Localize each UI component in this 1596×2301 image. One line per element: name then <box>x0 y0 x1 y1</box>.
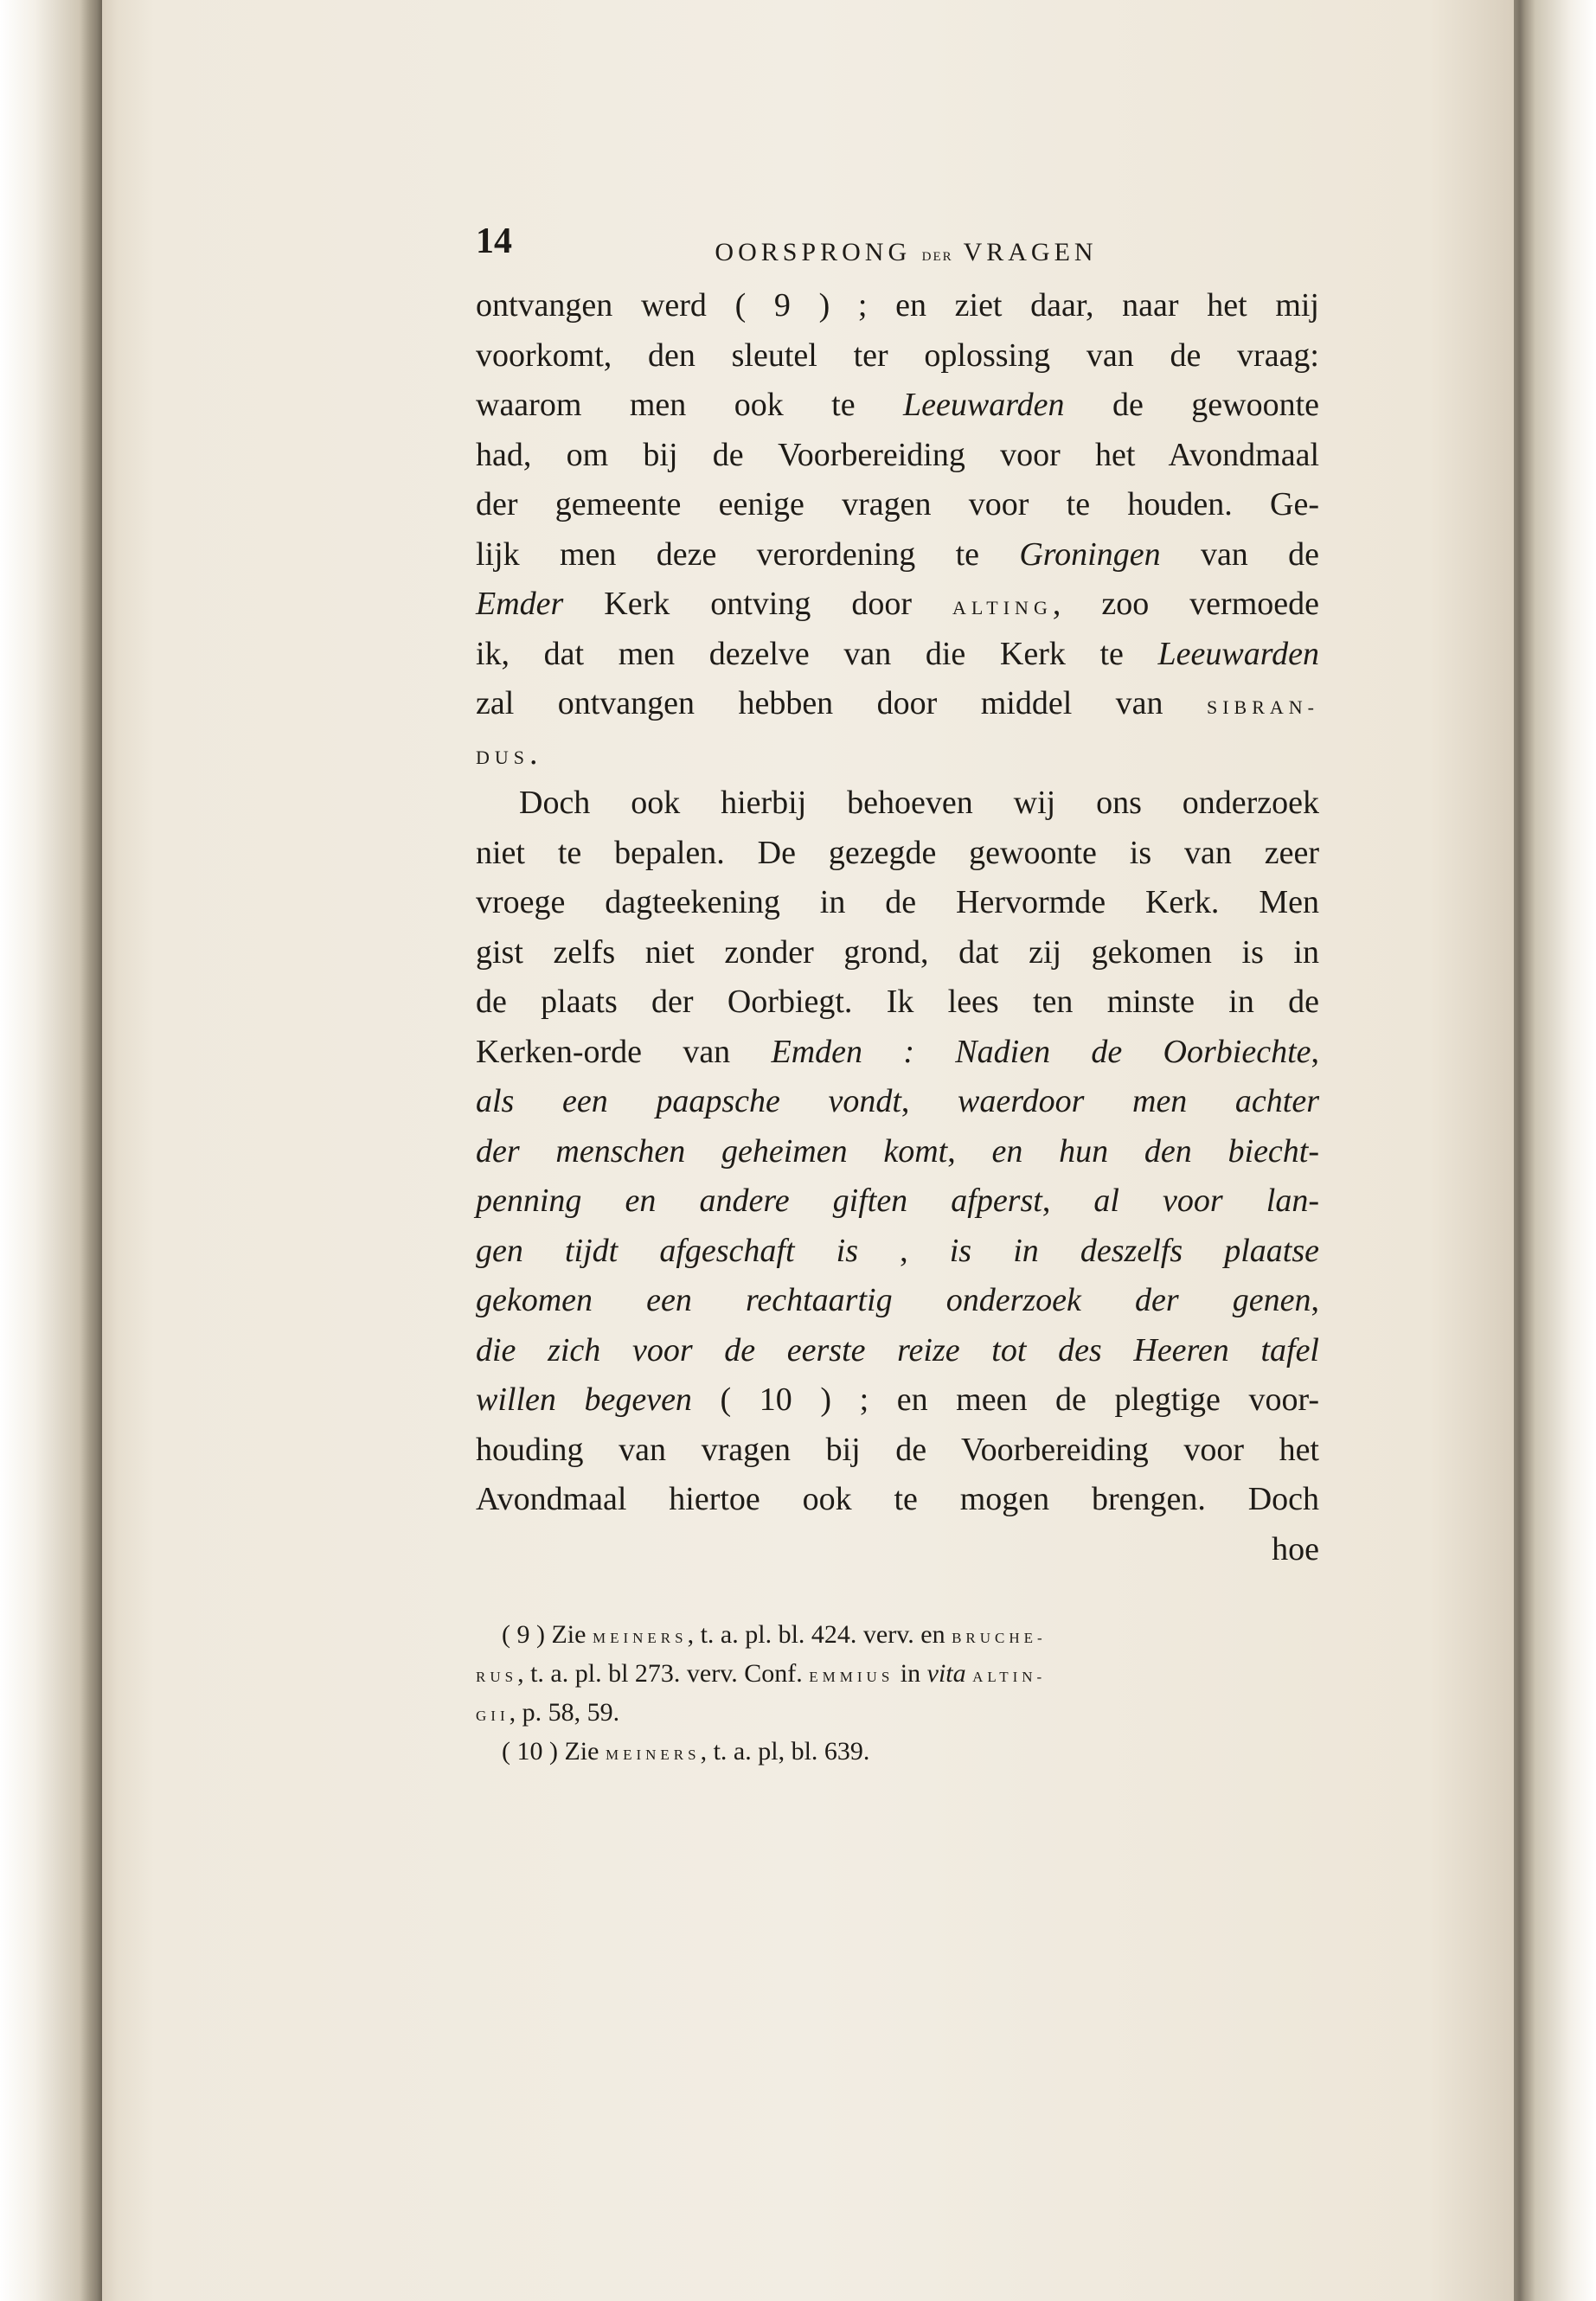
text-line <box>476 977 1319 1028</box>
italic-text: als een paapsche vondt <box>476 1083 901 1119</box>
italic-text: en hun den biecht- <box>991 1132 1320 1170</box>
small-caps-name: RUS <box>476 1669 518 1685</box>
text-run: ( 10 ) ; en meen de plegtige voor- <box>691 1381 1319 1418</box>
small-caps-name: SIBRAN- <box>1206 696 1319 718</box>
text-run: van de <box>1160 535 1319 573</box>
running-title-vragen: VRAGEN <box>963 238 1098 266</box>
footnote-line <box>476 1615 1319 1654</box>
text-run: gist zelfs niet zonder grond, dat zij gekomen is in <box>476 933 1319 971</box>
text-line <box>476 1127 1319 1177</box>
text-line <box>476 679 1319 729</box>
text-run: waarom men ook te <box>476 387 904 423</box>
small-caps-name: MEINERS <box>592 1630 688 1646</box>
text-run: , zoo vermoede <box>1052 586 1319 622</box>
small-caps-name: GII <box>476 1708 510 1724</box>
text-line <box>476 480 1319 530</box>
text-line <box>476 1525 1319 1575</box>
text-line <box>476 1326 1319 1376</box>
text-line <box>476 878 1319 928</box>
text-line <box>476 331 1319 381</box>
italic-text: die zich voor de eerste reize tot des Heeren tafel <box>476 1331 1319 1368</box>
italic-text: gen tijdt afgeschaft is <box>476 1232 858 1269</box>
italic-text: Emder <box>476 586 564 622</box>
small-caps-name: DUS <box>476 746 530 768</box>
small-caps-name: ALTING <box>952 597 1053 619</box>
italic-text: Leeuwarden <box>1157 635 1319 672</box>
text-run: niet te bepalen. De gezegde gewoonte is van zeer <box>476 834 1319 871</box>
text-run: de plaats der Oorbiegt. Ik lees ten minste in de <box>476 984 1319 1020</box>
text-run: hoe <box>1272 1530 1319 1567</box>
text-run <box>966 1659 973 1688</box>
text-line <box>476 381 1319 431</box>
text-run: . <box>529 734 538 772</box>
text-run: , p. 58, 59. <box>509 1698 620 1727</box>
text-line <box>476 431 1319 481</box>
text-line <box>476 779 1319 829</box>
italic-text: is in deszelfs plaatse <box>949 1232 1319 1269</box>
text-run: Doch ook hierbij behoeven wij ons onderzoek <box>519 785 1319 821</box>
text-run: ik, dat men dezelve van die Kerk te <box>476 635 1158 672</box>
text-run: de gewoonte <box>1064 387 1319 423</box>
text-run: der gemeente eenige vragen voor te houden. Ge- <box>476 486 1319 522</box>
text-run: lijk men deze verordening te <box>476 535 1020 573</box>
text-run: , t. a. pl, bl. 639. <box>700 1737 870 1766</box>
text-run: , <box>947 1132 992 1170</box>
footnote-line <box>476 1693 1319 1732</box>
page-content <box>476 221 1319 1771</box>
text-run: ontvangen werd ( 9 ) ; en ziet daar, naar het mij <box>476 287 1319 324</box>
text-run: voorkomt, den sleutel ter oplossing van de vraag: <box>476 336 1319 374</box>
scan-right-margin <box>1514 0 1596 2301</box>
italic-text: Emden : Nadien de Oorbiechte <box>771 1033 1311 1070</box>
italic-text: waerdoor men achter <box>958 1083 1319 1119</box>
text-run: Avondmaal hiertoe ook te mogen brengen. Doch <box>476 1481 1319 1517</box>
text-line <box>476 1176 1319 1227</box>
text-run: Kerk ontving door <box>563 586 952 622</box>
small-caps-name: ALTIN- <box>972 1669 1047 1685</box>
text-line <box>476 928 1319 978</box>
text-run: ( 9 ) Zie <box>502 1620 593 1649</box>
scan-left-margin <box>0 0 102 2301</box>
text-line <box>476 530 1319 580</box>
text-line <box>476 580 1319 630</box>
italic-text: penning en andere giften afperst <box>476 1183 1042 1219</box>
text-line <box>476 729 1319 779</box>
body-text <box>476 281 1319 1574</box>
running-title-oorsprong: OORSPRONG <box>715 238 912 266</box>
text-run: , t. a. pl. bl. 424. verv. en <box>687 1620 952 1649</box>
text-run: , <box>1311 1282 1319 1318</box>
text-line <box>476 829 1319 879</box>
footnote-line <box>476 1732 1319 1771</box>
text-run: ( 10 ) Zie <box>502 1737 606 1766</box>
italic-text: Leeuwarden <box>903 387 1065 423</box>
text-run: had, om bij de Voorbereiding voor het Avondmaal <box>476 436 1319 473</box>
footnotes <box>476 1615 1319 1771</box>
small-caps-name: BRUCHE- <box>952 1630 1047 1646</box>
text-run: , t. a. pl. bl 273. verv. Conf. <box>517 1659 810 1688</box>
running-title-der: DER <box>921 250 953 264</box>
text-line <box>476 1475 1319 1525</box>
text-run: , <box>1042 1183 1094 1219</box>
italic-text: willen begeven <box>476 1381 692 1418</box>
text-run: houding van vragen bij de Voorbereiding voor het <box>476 1431 1319 1468</box>
text-run: vroege dagteekening in de Hervormde Kerk. Men <box>476 884 1319 920</box>
italic-text: al voor lan- <box>1093 1183 1320 1219</box>
text-run: , <box>901 1083 958 1119</box>
text-run: in <box>894 1659 927 1688</box>
italic-text: Groningen <box>1019 535 1161 573</box>
text-run: , <box>1311 1033 1319 1070</box>
text-line <box>476 1426 1319 1476</box>
text-line <box>476 1028 1319 1078</box>
footnote-line <box>476 1654 1319 1693</box>
italic-text: gekomen een rechtaartig onderzoek der genen <box>476 1282 1311 1318</box>
text-line <box>476 1375 1319 1426</box>
page-number: 14 <box>476 221 512 261</box>
small-caps-name: MEINERS <box>605 1747 701 1763</box>
small-caps-name: EMMIUS <box>809 1669 894 1685</box>
italic-text: vita <box>926 1659 966 1688</box>
text-line <box>476 1276 1319 1326</box>
text-line <box>476 1077 1319 1127</box>
text-line <box>476 281 1319 331</box>
text-run: , <box>858 1232 950 1269</box>
text-run: Kerken-orde van <box>476 1033 772 1070</box>
running-title <box>476 238 1319 267</box>
running-head <box>476 221 1319 281</box>
text-run: zal ontvangen hebben door middel van <box>476 685 1207 721</box>
italic-text: der menschen geheimen komt <box>476 1132 948 1170</box>
text-line <box>476 1227 1319 1277</box>
text-line <box>476 630 1319 680</box>
